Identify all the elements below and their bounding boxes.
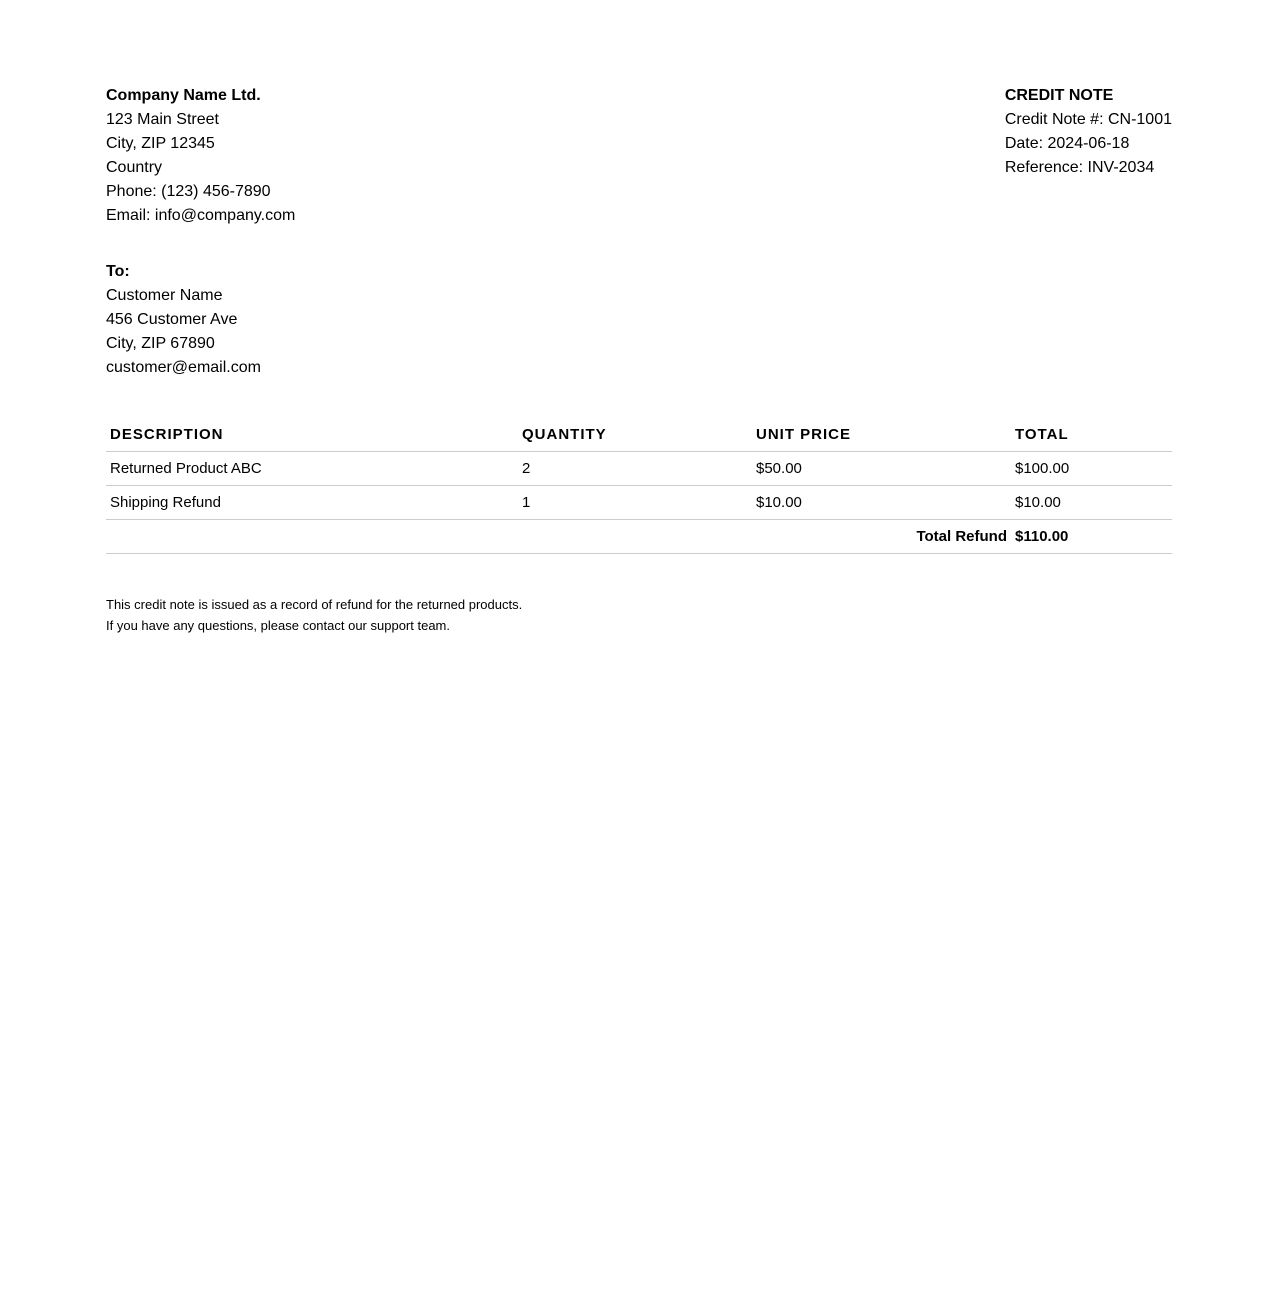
document-info xyxy=(1005,84,1172,180)
document-number: Credit Note #: CN-1001 xyxy=(1004,111,1172,128)
header-description: DESCRIPTION xyxy=(106,418,518,452)
table-row xyxy=(106,486,1172,520)
row-total: $10.00 xyxy=(1011,486,1172,520)
row-quantity: 2 xyxy=(518,452,752,486)
total-refund-value: $110.00 xyxy=(1011,520,1172,554)
header-unit-price: UNIT PRICE xyxy=(752,418,1011,452)
items-table xyxy=(106,418,1172,554)
recipient-email: customer@email.com xyxy=(106,359,261,376)
company-country: Country xyxy=(106,159,163,176)
recipient-name: Customer Name xyxy=(106,287,223,304)
company-phone: Phone: (123) 456-7890 xyxy=(106,183,271,200)
table-header-row xyxy=(106,418,1172,452)
document-date: Date: 2024-06-18 xyxy=(1004,135,1130,152)
total-row xyxy=(106,520,1172,554)
row-unit-price: $50.00 xyxy=(752,452,1011,486)
footer-line-1: This credit note is issued as a record of refund for the returned products. xyxy=(106,597,523,612)
company-city-zip: City, ZIP 12345 xyxy=(106,135,215,152)
company-name: Company Name Ltd. xyxy=(106,87,261,104)
recipient-city-zip: City, ZIP 67890 xyxy=(106,335,215,352)
recipient-label: To: xyxy=(106,263,130,280)
recipient-info xyxy=(106,260,1172,380)
table-row xyxy=(106,452,1172,486)
total-refund-label: Total Refund xyxy=(106,520,1011,554)
row-unit-price: $10.00 xyxy=(752,486,1011,520)
company-info xyxy=(106,84,295,228)
row-quantity: 1 xyxy=(518,486,752,520)
company-email: Email: info@company.com xyxy=(106,207,296,224)
header-quantity: QUANTITY xyxy=(518,418,752,452)
footer-line-2: If you have any questions, please contact our support team. xyxy=(106,618,450,633)
row-description: Returned Product ABC xyxy=(106,452,518,486)
document-title: CREDIT NOTE xyxy=(1004,87,1114,104)
header-total: TOTAL xyxy=(1011,418,1172,452)
document-reference: Reference: INV-2034 xyxy=(1004,159,1155,176)
company-street: 123 Main Street xyxy=(106,111,219,128)
recipient-street: 456 Customer Ave xyxy=(106,311,238,328)
credit-note-page xyxy=(106,84,1172,636)
header xyxy=(106,84,1172,228)
row-description: Shipping Refund xyxy=(106,486,518,520)
row-total: $100.00 xyxy=(1011,452,1172,486)
footer-note xyxy=(106,594,1172,636)
